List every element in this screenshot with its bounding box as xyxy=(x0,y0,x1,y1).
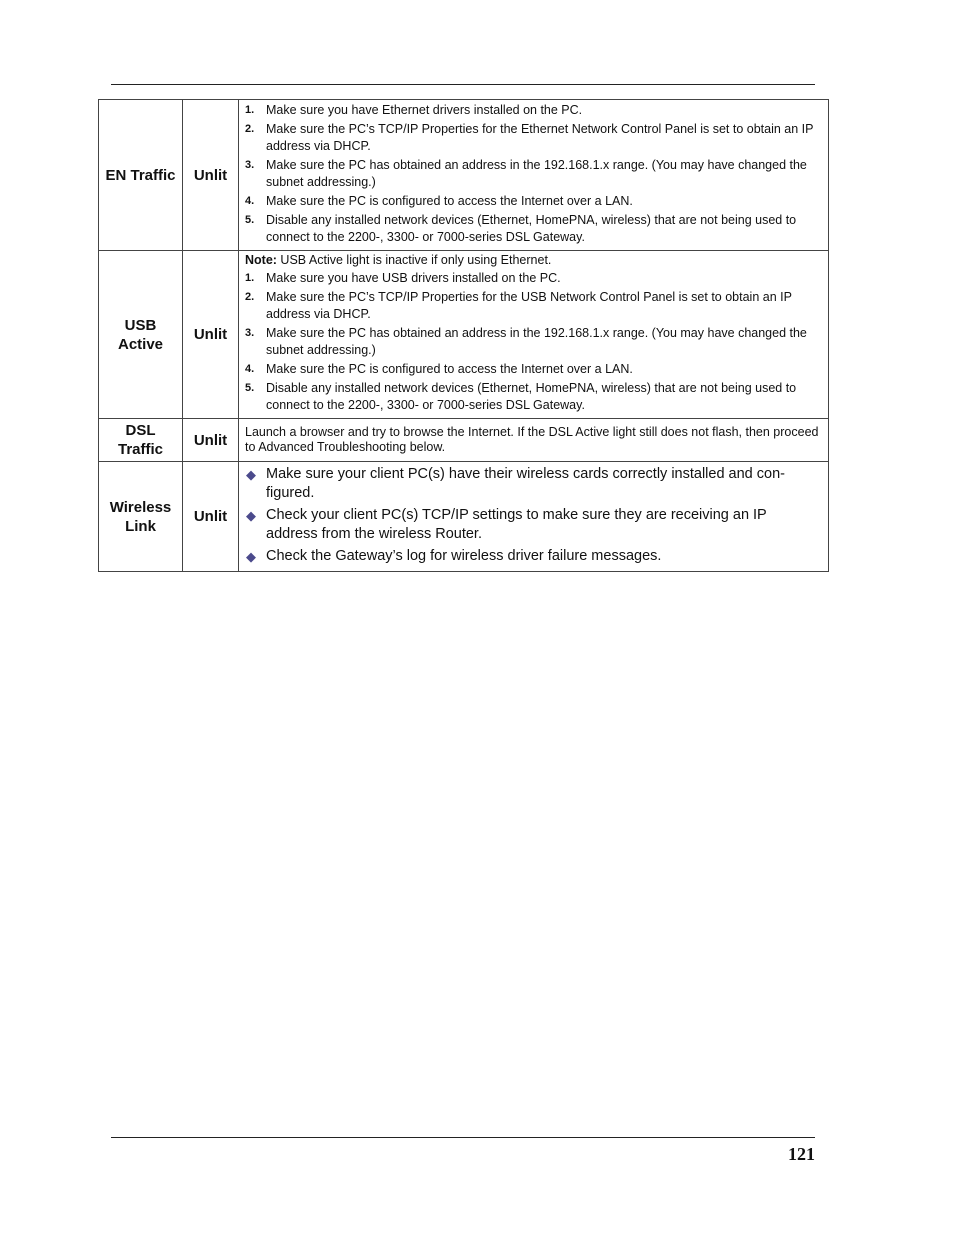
light-state: Unlit xyxy=(183,251,239,419)
light-name: Wireless Link xyxy=(99,462,183,572)
list-item: 4. Make sure the PC is configured to access the Internet over a LAN. xyxy=(245,362,633,376)
list-item: 3. Make sure the PC has obtained an address in the 192.168.1.x range. (You may have changed the subnet addressing.) xyxy=(245,158,807,189)
light-name: USB Active xyxy=(99,251,183,419)
page-number: 121 xyxy=(788,1144,815,1164)
light-state: Unlit xyxy=(183,100,239,251)
list-item: 1. Make sure you have USB drivers installed on the PC. xyxy=(245,271,561,285)
light-name: DSL Traffic xyxy=(99,419,183,462)
table-row xyxy=(99,419,829,462)
footer-rule xyxy=(111,1137,815,1138)
light-state: Unlit xyxy=(183,462,239,572)
table-row xyxy=(99,462,829,572)
diamond-bullet-icon: ◆ xyxy=(246,508,256,523)
solution-cell xyxy=(239,462,829,572)
note-text: Note: USB Active light is inactive if only using Ethernet. xyxy=(245,253,552,267)
list-item: 5. Disable any installed network devices (Ethernet, HomePNA, wireless) that are not being used to connect to the 2200-, 3300- or 7000-series DSL Gateway. xyxy=(245,213,797,244)
list-item: 3. Make sure the PC has obtained an address in the 192.168.1.x range. (You may have changed the subnet addressing.) xyxy=(245,326,807,357)
list-item: 5. Disable any installed network devices (Ethernet, HomePNA, wireless) that are not being used to connect to the 2200-, 3300- or 7000-series DSL Gateway. xyxy=(245,381,797,412)
light-state: Unlit xyxy=(183,419,239,462)
list-item: 2. Make sure the PC’s TCP/IP Properties for the Ethernet Network Control Panel is set to obtain an IP address via DHCP. xyxy=(245,122,814,153)
list-item: 2. Make sure the PC’s TCP/IP Properties for the USB Network Control Panel is set to obtain an IP address via DHCP. xyxy=(245,290,792,321)
list-item: 1. Make sure you have Ethernet drivers installed on the PC. xyxy=(245,103,583,117)
header-rule xyxy=(111,84,815,85)
troubleshooting-table xyxy=(98,99,829,572)
diamond-bullet-icon: ◆ xyxy=(246,467,256,482)
list-item: 4. Make sure the PC is configured to access the Internet over a LAN. xyxy=(245,194,633,208)
solution-text: Launch a browser and try to browse the Internet. If the DSL Active light still does not flash, then proceed to Advanced Troubleshooting below. xyxy=(245,424,819,454)
list-item: ◆ Check your client PC(s) TCP/IP settings to make sure they are receiving an IP address from the wireless Router. xyxy=(246,507,767,542)
light-name: EN Traffic xyxy=(99,100,183,251)
step-list xyxy=(245,102,822,246)
diamond-bullet-icon: ◆ xyxy=(246,549,256,564)
solution-cell xyxy=(239,419,829,462)
list-item: ◆ Check the Gateway’s log for wireless driver failure messages. xyxy=(246,548,662,564)
table-row xyxy=(99,251,829,419)
bullet-list xyxy=(245,465,822,566)
list-item: ◆ Make sure your client PC(s) have their wireless cards correctly installed and configured. xyxy=(246,466,785,501)
solution-cell xyxy=(239,100,829,251)
solution-cell xyxy=(239,251,829,419)
step-list xyxy=(245,270,822,414)
table-row xyxy=(99,100,829,251)
